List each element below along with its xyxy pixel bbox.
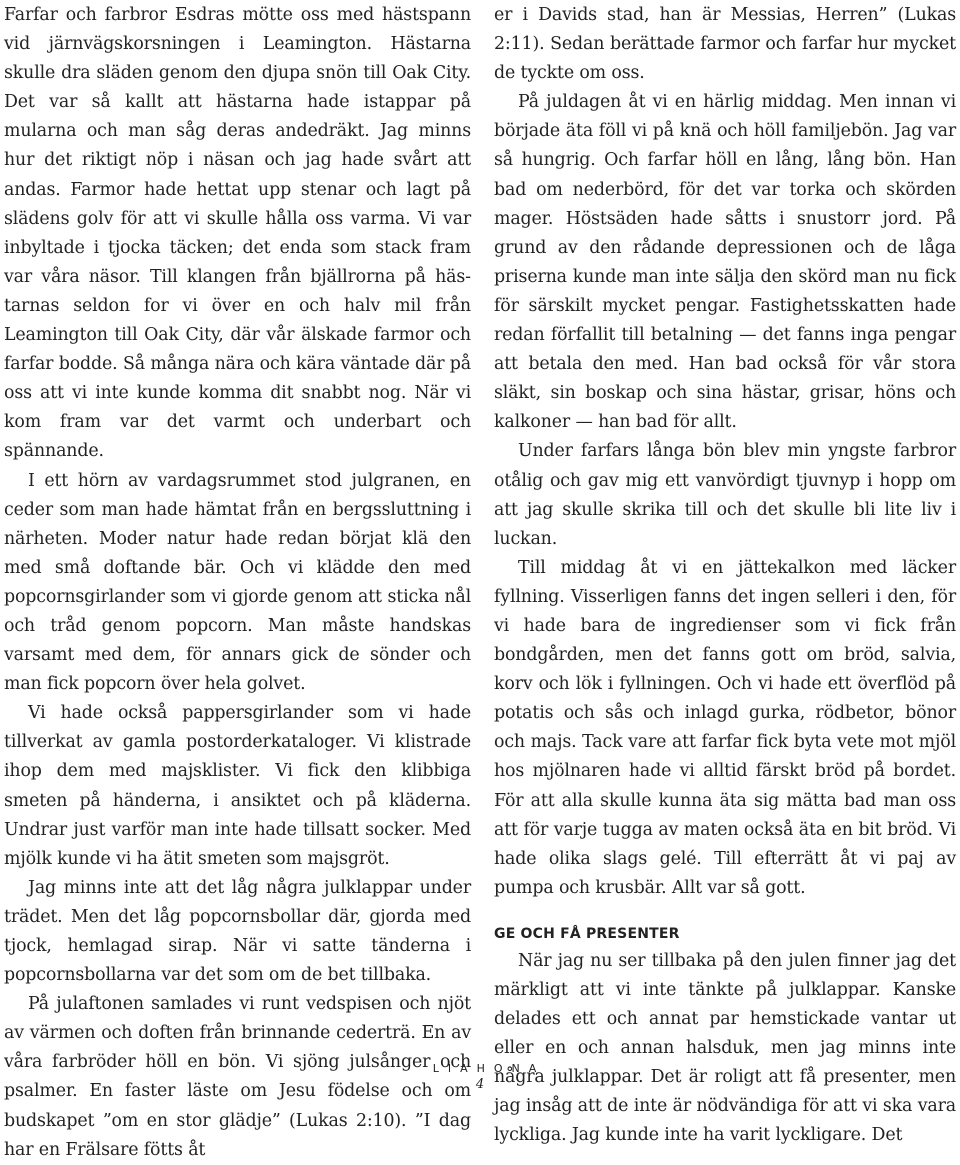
body-paragraph: Under farfars långa bön blev min yngste farbror otålig och gav mig ett vanvördigt tjuvnyp i hopp om att jag skulle skrika till och det skulle bli lite liv i luckan. bbox=[494, 441, 956, 549]
body-paragraph: Till middag åt vi en jättekalkon med läcker fyllning. Visserligen fanns det ingen selleri i den, för vi hade bara de ingredienser som vi fick från bondgården, men det fanns gott om bröd, salvia, korv och lök i fyllningen. Och vi hade ett överflöd på potatis och sås och inlagd gurka, rödbetor, bönor och majs. Tack vare att farfar fick byta vete mot mjöl hos mjölnaren hade vi alltid färskt bröd på bordet. För att alla skulle kunna äta sig mätta bad man oss att för varje tugga av maten också äta en bit bröd. Vi hade olika slags gelé. Till efterrätt åt vi paj av pumpa och krusbär. Allt var så gott. bbox=[494, 557, 956, 898]
body-paragraph: Farfar och farbror Esdras mötte oss med hästspann vid järnvägskorsningen i Leamington. Hästarna skulle dra släden genom den djupa snön till Oak City. Det var så kallt att hästarna hade istappar på mularna och man såg deras andedräkt. Jag minns hur det riktigt nöp i näsan och jag hade svårt att andas. Farmor hade hettat upp stenar och lagt på slädens golv för att vi skulle hålla oss varma. Vi var inbyltade i tjocka täcken; det enda som stack fram var våra näsor. Till klangen från bjällrorna på hästarnas seldon for vi över en och halv mil från Leamington till Oak City, där vår älskade farmor och farfar bodde. Så många nära och kära väntade där på oss att vi inte kunde komma dit snabbt nog. När vi kom fram var det varmt och underbart och spännande. bbox=[4, 5, 471, 462]
magazine-name: LIAHONA bbox=[432, 1062, 546, 1075]
body-paragraph: På julaftonen samlades vi runt vedspisen och njöt av värmen och doften från brinnande cederträ. En av våra farbröder höll en bön. Vi sjöng julsånger och psalmer. En faster läste om Jesu födelse och om budskapet ”om en stor glädje” (Lukas 2:10). ”I dag har en Frälsare fötts åt bbox=[4, 994, 471, 1160]
body-paragraph: Jag minns inte att det låg några julklappar under trädet. Men det låg popcornsbollar där, gjorda med tjock, hemlagad sirap. När vi satte tänderna i popcornsbollarna var det som om de bet tillbaka. bbox=[4, 877, 471, 986]
section-heading: GE OCH FÅ PRESENTER bbox=[494, 925, 680, 942]
right-text-column bbox=[494, 1, 956, 1151]
body-paragraph: I ett hörn av vardagsrummet stod julgranen, en ceder som man hade hämtat från en bergssluttning i närheten. Moder natur hade redan börjat klä den med små doftande bär. Och vi klädde den med popcornsgirlander som vi gjorde genom att sticka nål och tråd genom popcorn. Man måste handskas varsamt med dem, för annars gick de sönder och man fick popcorn över hela golvet. bbox=[4, 470, 471, 695]
body-paragraph: Vi hade också pappersgirlander som vi hade tillverkat av gamla postorderkataloger. Vi klistrade ihop dem med majsklister. Vi fick den klibbiga smeten på händerna, i ansiktet och på kläderna. Undrar just varför man inte hade tillsatt socker. Med mjölk kunde vi ha ätit smeten som majsgröt. bbox=[4, 703, 471, 869]
body-paragraph: När jag nu ser tillbaka på den julen finner jag det märkligt att vi inte tänkte på julklappar. Kanske delades ett och annat par hemstickade vantar ut eller en och annan halsduk, men jag minns inte några julklappar. Det är roligt att få presenter, men jag insåg att de inte är nödvändiga för att vi ska vara lyckliga. Jag kunde inte ha varit lyckligare. Det bbox=[494, 950, 956, 1146]
body-paragraph: På juldagen åt vi en härlig middag. Men innan vi började äta föll vi på knä och höll familjebön. Jag var så hungrig. Och farfar höll en lång, lång bön. Han bad om nederbörd, för det var torka och skörden mager. Höstsäden hade såtts i snustorr jord. På grund av den rådande depressionen och de låga priserna kunde man inte sälja den skörd man nu fick för särskilt mycket pengar. Fastighetsskatten hade redan förfallit till betalning — det fanns inga pengar att betala den med. Han bad också för vår stora släkt, sin boskap och sina hästar, grisar, höns och kalkoner — han bad för allt. bbox=[494, 92, 956, 433]
left-text-column bbox=[4, 1, 471, 1165]
page-number: 4 bbox=[475, 1077, 485, 1092]
body-paragraph: er i Davids stad, han är Messias, Herren” (Lukas 2:11). Sedan berättade farmor och farfar hur mycket de tyckte om oss. bbox=[494, 5, 956, 84]
